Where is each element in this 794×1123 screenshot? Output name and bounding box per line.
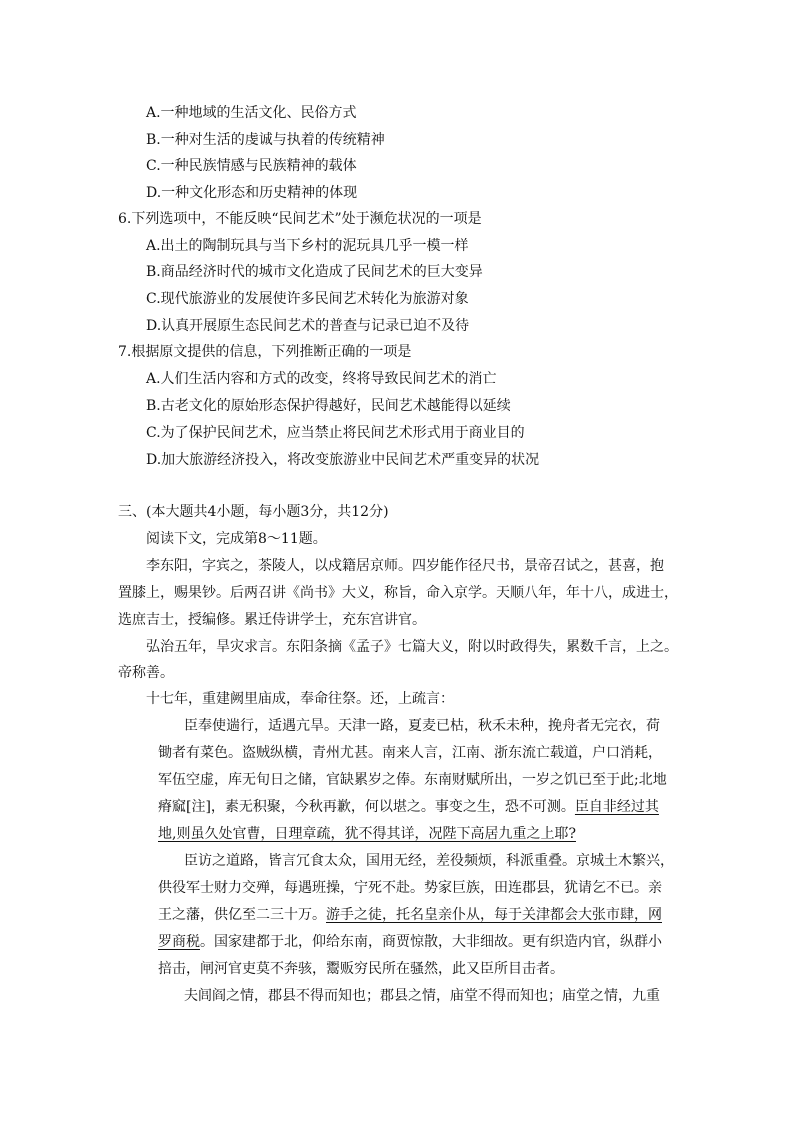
q6-stem: 6.下列选项中，不能反映“民间艺术”处于濒危状况的一项是	[118, 211, 482, 227]
quote1-line2: 锄者有菜色。盗贼纵横，青州尤甚。南来人言，江南、浙东流亡载道，户口消耗，	[158, 745, 662, 761]
quote2-line4-rest: 。国家建都于北，仰给东南，商贾惊散，大非细故。更有织造内官，纵群小	[200, 934, 662, 950]
q5-option-a: A.一种地域的生活文化、民俗方式	[146, 105, 357, 121]
para3-line: 十七年，重建阙里庙成，奉命往祭。还，上疏言：	[146, 691, 454, 707]
quote2-line2: 供役军士财力交殚，每遇班操，宁死不赴。势家巨族，田连郡县，犹请乞不已。亲	[158, 880, 662, 896]
q7-option-c: C.为了保护民间艺术，应当禁止将民间艺术形式用于商业目的	[146, 425, 525, 441]
quote1-line1: 臣奉使遄行，适遇亢旱。天津一路，夏麦已枯，秋禾未种，挽舟者无完衣，荷	[184, 718, 660, 734]
quote2-line1: 臣访之道路，皆言冗食太众，国用无经，差役频烦，科派重叠。京城土木繁兴，	[184, 853, 674, 869]
section-3-heading: 三、(本大题共4小题，每小题3分，共12分)	[118, 504, 389, 520]
q7-option-a: A.人们生活内容和方式的改变，终将导致民间艺术的消亡	[146, 371, 497, 387]
quote1-line3: 军伍空虚，库无旬日之储，官缺累岁之俸。东南财赋所出，一岁之饥已至于此;北地	[158, 772, 667, 788]
quote2-line3-text: 王之藩，供亿至二三十万。	[158, 907, 326, 923]
para1-line1: 李东阳，字宾之，茶陵人，以戍籍居京师。四岁能作径尺书，景帝召试之，甚喜，抱	[146, 558, 664, 574]
q7-option-d: D.加大旅游经济投入，将改变旅游业中民间艺术严重变异的状况	[146, 452, 540, 468]
quote1-underlined-part1: 臣自非经过其	[574, 799, 659, 815]
quote2-line5: 掊击，闸河官吏莫不奔骇，鬻贩穷民所在骚然，此又臣所目击者。	[158, 961, 564, 977]
para1-line2: 置膝上，赐果钞。后两召讲《尚书》大义，称旨，命入京学。天顺八年，年十八，成进士，	[118, 585, 678, 601]
quote2-underlined-part1: 游手之徒，托名皇亲仆从，每于关津都会大张市肆，网	[326, 907, 662, 923]
q7-stem: 7.根据原文提供的信息，下列推断正确的一项是	[118, 344, 412, 360]
quote3-line1: 夫闾阎之情，郡县不得而知也；郡县之情，庙堂不得而知也；庙堂之情，九重	[184, 988, 660, 1004]
quote1-underlined-line: 地,则虽久处官曹，日理章疏，犹不得其详，况陛下高居九重之上耶?	[158, 826, 576, 842]
quote2-line4	[158, 933, 662, 951]
para2-line1: 弘治五年，旱灾求言。东阳条摘《孟子》七篇大义，附以时政得失，累数千言，上之。	[146, 639, 678, 655]
quote1-line4-text: 瘠窳[注]，素无积聚，今秋再歉，何以堪之。事变之生，恐不可测。	[158, 799, 575, 815]
q6-option-d: D.认真开展原生态民间艺术的普查与记录已迫不及待	[146, 318, 470, 334]
para2-line2: 帝称善。	[118, 665, 174, 681]
q6-option-a: A.出土的陶制玩具与当下乡村的泥玩具几乎一模一样	[146, 238, 469, 254]
q5-option-c: C.一种民族情感与民族精神的载体	[146, 158, 357, 174]
quote1-line4	[158, 798, 659, 816]
q5-option-d: D.一种文化形态和历史精神的体现	[146, 185, 358, 201]
para1-line3: 选庶吉士，授编修。累迁侍讲学士，充东宫讲官。	[118, 612, 426, 628]
q7-option-b: B.古老文化的原始形态保护得越好，民间艺术越能得以延续	[146, 398, 511, 414]
quote2-line3	[158, 906, 662, 924]
section-3-instruction: 阅读下文，完成第8～11题。	[146, 531, 327, 547]
q6-option-c: C.现代旅游业的发展使许多民间艺术转化为旅游对象	[146, 291, 469, 307]
q6-option-b: B.商品经济时代的城市文化造成了民间艺术的巨大变异	[146, 264, 483, 280]
quote2-underlined-part2: 罗商税	[158, 934, 200, 950]
q5-option-b: B.一种对生活的虔诚与执着的传统精神	[146, 132, 385, 148]
